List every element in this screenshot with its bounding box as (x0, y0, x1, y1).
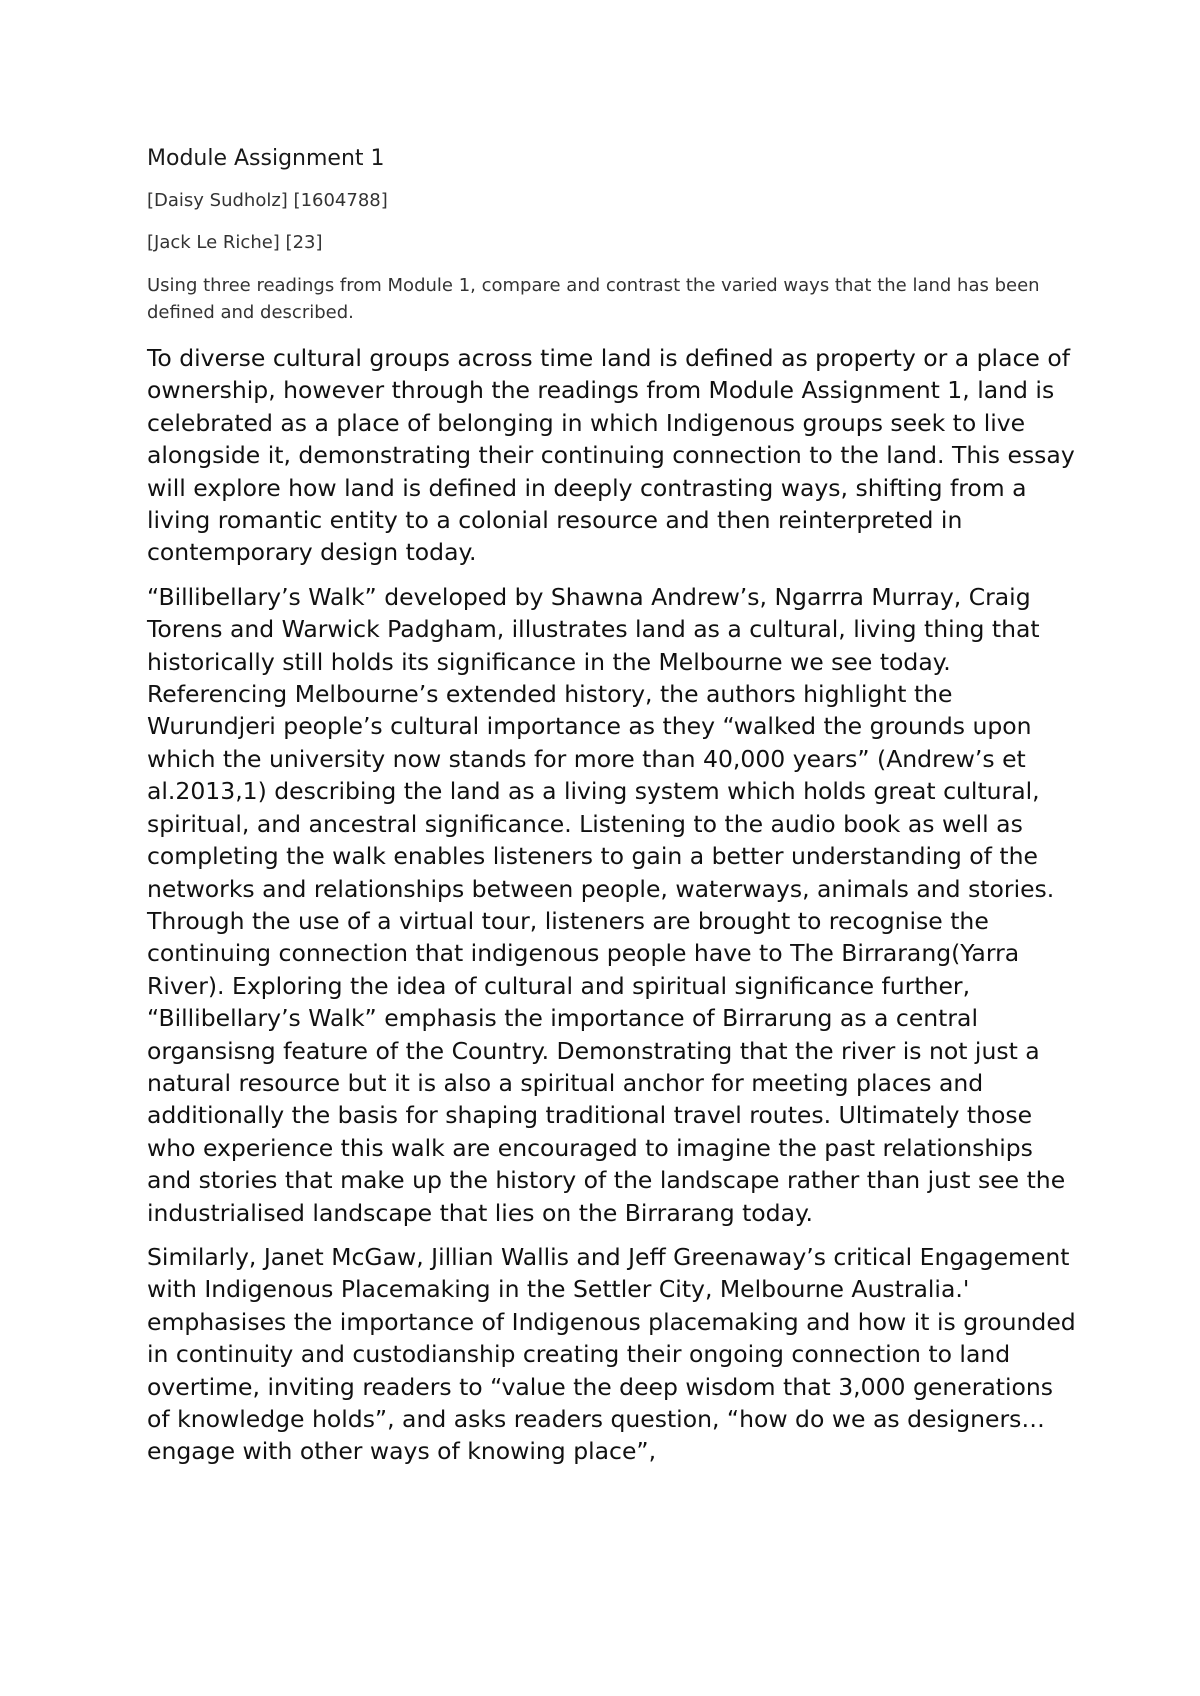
body-paragraph-billibellary: “Billibellary’s Walk” developed by Shawna Andrew’s, Ngarrra Murray, Craig Torens and Warwick Padgham, illustrates land as a cultural, living thing that historically still holds its significance in the Melbourne we see today. Referencing Melbourne’s extended history, the authors highlight the Wurundjeri people’s cultural importance as they “walked the grounds upon which the university now stands for more than 40,000 years” (Andrew’s et al.2013,1) describing the land as a living system which holds great cultural, spiritual, and ancestral significance. Listening to the audio book as well as completing the walk enables listeners to gain a better understanding of the networks and relationships between people, waterways, animals and stories. Through the use of a virtual tour, listeners are brought to recognise the continuing connection that indigenous people have to The Birrarang(Yarra River). Exploring the idea of cultural and spiritual significance further, “Billibellary’s Walk” emphasis the importance of Birrarung as a central organsisng feature of the Country. Demonstrating that the river is not just a natural resource but it is also a spiritual anchor for meeting places and additionally the basis for shaping traditional travel routes. Ultimately those who experience this walk are encouraged to imagine the past relationships and stories that make up the history of the landscape rather than just see the industrialised landscape that lies on the Birrarang today. (147, 582, 1066, 1227)
essay-question: Using three readings from Module 1, compare and contrast the varied ways that the land has been defined and described. (147, 275, 1040, 323)
document-page (147, 144, 1077, 1480)
tutor-name-number: [Jack Le Riche] [23] (147, 232, 323, 253)
student-name-id: [Daisy Sudholz] [1604788] (147, 190, 388, 211)
body-paragraph-intro: To diverse cultural groups across time land is defined as property or a place of ownership, however through the readings from Module Assignment 1, land is celebrated as a place of belonging in which Indigenous groups seek to live alongside it, demonstrating their continuing connection to the land. This essay will explore how land is defined in deeply contrasting ways, shifting from a living romantic entity to a colonial resource and then reinterpreted in contemporary design today. (147, 344, 1075, 567)
document-title: Module Assignment 1 (147, 146, 385, 171)
body-paragraph-placemaking: Similarly, Janet McGaw, Jillian Wallis and Jeff Greenaway’s critical Engagement with Indigenous Placemaking in the Settler City, Melbourne Australia.' emphasises the importance of Indigenous placemaking and how it is grounded in continuity and custodianship creating their ongoing connection to land overtime, inviting readers to “value the deep wisdom that 3,000 generations of knowledge holds”, and asks readers question, “how do we as designers… engage with other ways of knowing place”, (147, 1242, 1076, 1466)
